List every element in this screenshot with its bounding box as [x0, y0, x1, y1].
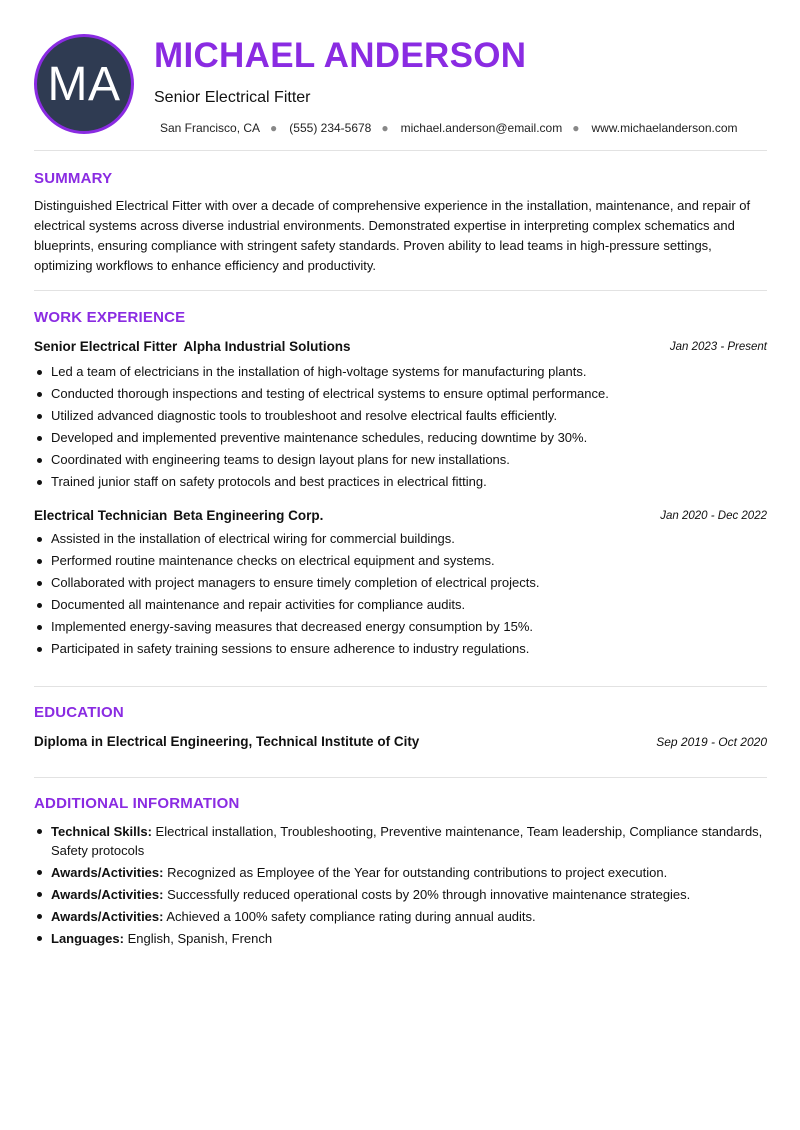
contact-location: San Francisco, CA [160, 121, 261, 135]
item-label: Awards/Activities: [51, 865, 164, 880]
item-text: Achieved a 100% safety compliance rating during annual audits. [163, 909, 536, 924]
list-item: Participated in safety training sessions to ensure adherence to industry regulations. [34, 638, 767, 660]
divider [34, 150, 767, 151]
additional-heading: ADDITIONAL INFORMATION [34, 795, 240, 812]
list-item [34, 822, 767, 860]
list-item: Performed routine maintenance checks on electrical equipment and systems. [34, 550, 767, 572]
job-title-line [34, 338, 351, 356]
contact-email[interactable]: michael.anderson@email.com [400, 121, 563, 135]
list-item [34, 863, 767, 882]
contact-line [160, 120, 760, 136]
summary-text: Distinguished Electrical Fitter with over a decade of comprehensive experience in the installation, maintenance, and repair of electrical systems across diverse industrial environments. Demonstrated expertise in interpreting complex schematics and blueprints, ensuring compliance with stringent safety standards. Proven ability to lead teams in high-pressure settings, optimizing workflows to enhance efficiency and productivity. [34, 198, 751, 273]
list-item [34, 907, 767, 926]
item-label: Awards/Activities: [51, 887, 164, 902]
item-label: Technical Skills: [51, 824, 152, 839]
job-company: Alpha Industrial Solutions [183, 339, 351, 354]
list-item: Collaborated with project managers to ensure timely completion of electrical projects. [34, 572, 767, 594]
additional-list [34, 822, 767, 951]
list-item: Developed and implemented preventive maintenance schedules, reducing downtime by 30%. [34, 427, 767, 449]
job-bullets [34, 528, 767, 660]
contact-website[interactable]: www.michaelanderson.com [591, 121, 738, 135]
list-item: Conducted thorough inspections and testing of electrical systems to ensure optimal performance. [34, 383, 767, 405]
contact-phone: (555) 234-5678 [289, 121, 372, 135]
job-dates: Jan 2023 - Present [669, 341, 767, 353]
job-company: Beta Engineering Corp. [173, 508, 324, 523]
item-text: English, Spanish, French [123, 931, 273, 946]
divider [34, 777, 767, 778]
list-item: Coordinated with engineering teams to design layout plans for new installations. [34, 449, 767, 471]
divider [34, 290, 767, 291]
summary-heading: SUMMARY [34, 170, 113, 187]
list-item: Led a team of electricians in the installation of high-voltage systems for manufacturing plants. [34, 361, 767, 383]
candidate-role: Senior Electrical Fitter [154, 89, 311, 106]
list-item [34, 885, 767, 904]
candidate-name: MICHAEL ANDERSON [154, 36, 527, 75]
list-item: Assisted in the installation of electrical wiring for commercial buildings. [34, 528, 767, 550]
separator-dot: ● [381, 121, 389, 135]
list-item: Implemented energy-saving measures that decreased energy consumption by 15%. [34, 616, 767, 638]
avatar-initials: MA [47, 57, 121, 111]
education-degree: Diploma in Electrical Engineering, Technical Institute of City [34, 734, 420, 749]
job-header [34, 338, 767, 356]
job-position: Electrical Technician [34, 508, 168, 523]
education-dates: Sep 2019 - Oct 2020 [656, 735, 767, 749]
item-text: Successfully reduced operational costs by 20% through innovative maintenance strategies. [163, 887, 691, 902]
education-heading: EDUCATION [34, 704, 124, 721]
list-item: Trained junior staff on safety protocols and best practices in electrical fitting. [34, 471, 767, 493]
job-position: Senior Electrical Fitter [34, 339, 178, 354]
list-item: Documented all maintenance and repair activities for compliance audits. [34, 594, 767, 616]
avatar [34, 34, 134, 134]
item-label: Awards/Activities: [51, 909, 164, 924]
job-title-line [34, 507, 323, 525]
item-text: Recognized as Employee of the Year for outstanding contributions to project execution. [163, 865, 668, 880]
list-item [34, 929, 767, 948]
separator-dot: ● [270, 121, 278, 135]
job-bullets [34, 361, 767, 493]
separator-dot: ● [572, 121, 580, 135]
item-label: Languages: [51, 931, 124, 946]
item-text: Electrical installation, Troubleshooting, Preventive maintenance, Team leadership, Compliance standards, Safety protocols [51, 824, 763, 858]
divider [34, 686, 767, 687]
education-entry [34, 733, 767, 751]
job-header [34, 507, 767, 525]
experience-heading: WORK EXPERIENCE [34, 309, 186, 326]
job-dates: Jan 2020 - Dec 2022 [660, 510, 767, 522]
list-item: Utilized advanced diagnostic tools to troubleshoot and resolve electrical faults efficiently. [34, 405, 767, 427]
